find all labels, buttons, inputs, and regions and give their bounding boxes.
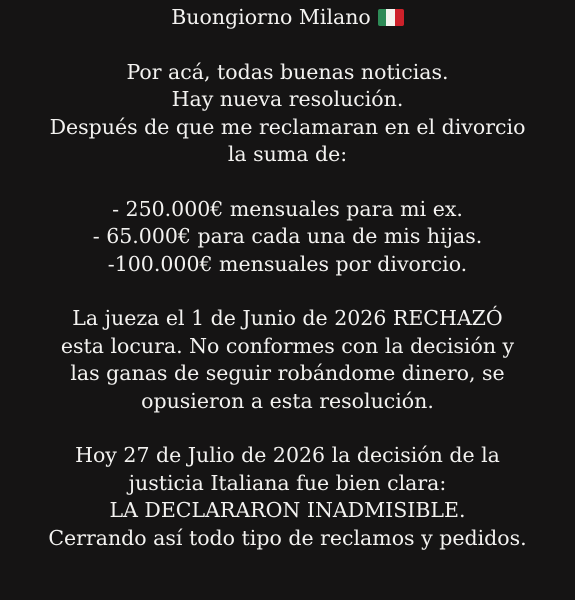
paragraph-3-line-3: las ganas de seguir robándome dinero, se bbox=[70, 361, 505, 386]
flag-stripe-red bbox=[395, 9, 404, 26]
paragraph-4-line-1: Hoy 27 de Julio de 2026 la decisión de la bbox=[75, 443, 500, 468]
claim-item-1: - 250.000€ mensuales para mi ex. bbox=[112, 196, 463, 221]
spacer bbox=[0, 278, 575, 305]
paragraph-4-line-2: justicia Italiana fue bien clara: bbox=[128, 470, 447, 495]
greeting-text: Buongiorno Milano bbox=[171, 5, 371, 29]
flag-stripe-green bbox=[378, 9, 387, 26]
paragraph-4-line-3: LA DECLARARON INADMISIBLE. bbox=[109, 498, 466, 523]
paragraph-1-line-1: Por acá, todas buenas noticias. bbox=[126, 59, 449, 84]
paragraph-4-line-4: Cerrando así todo tipo de reclamos y pedidos. bbox=[48, 525, 527, 550]
spacer bbox=[0, 415, 575, 442]
paragraph-1-line-3: Después de que me reclamaran en el divorcio bbox=[49, 114, 526, 139]
flag-stripe-white bbox=[386, 9, 395, 26]
claim-item-2: - 65.000€ para cada una de mis hijas. bbox=[92, 224, 483, 249]
paragraph-1-line-4: la suma de: bbox=[227, 142, 348, 167]
spacer bbox=[0, 31, 575, 58]
paragraph-3-line-1: La jueza el 1 de Junio de 2026 RECHAZÓ bbox=[72, 306, 503, 331]
paragraph-3-line-2: esta locura. No conformes con la decisión y bbox=[60, 333, 515, 358]
greeting-line bbox=[0, 4, 575, 31]
paragraph-3-line-4: opusieron a esta resolución. bbox=[141, 388, 434, 413]
italy-flag-icon bbox=[378, 9, 404, 26]
claim-item-3: -100.000€ mensuales por divorcio. bbox=[107, 251, 468, 276]
paragraph-1-line-2: Hay nueva resolución. bbox=[171, 87, 404, 112]
spacer bbox=[0, 168, 575, 195]
